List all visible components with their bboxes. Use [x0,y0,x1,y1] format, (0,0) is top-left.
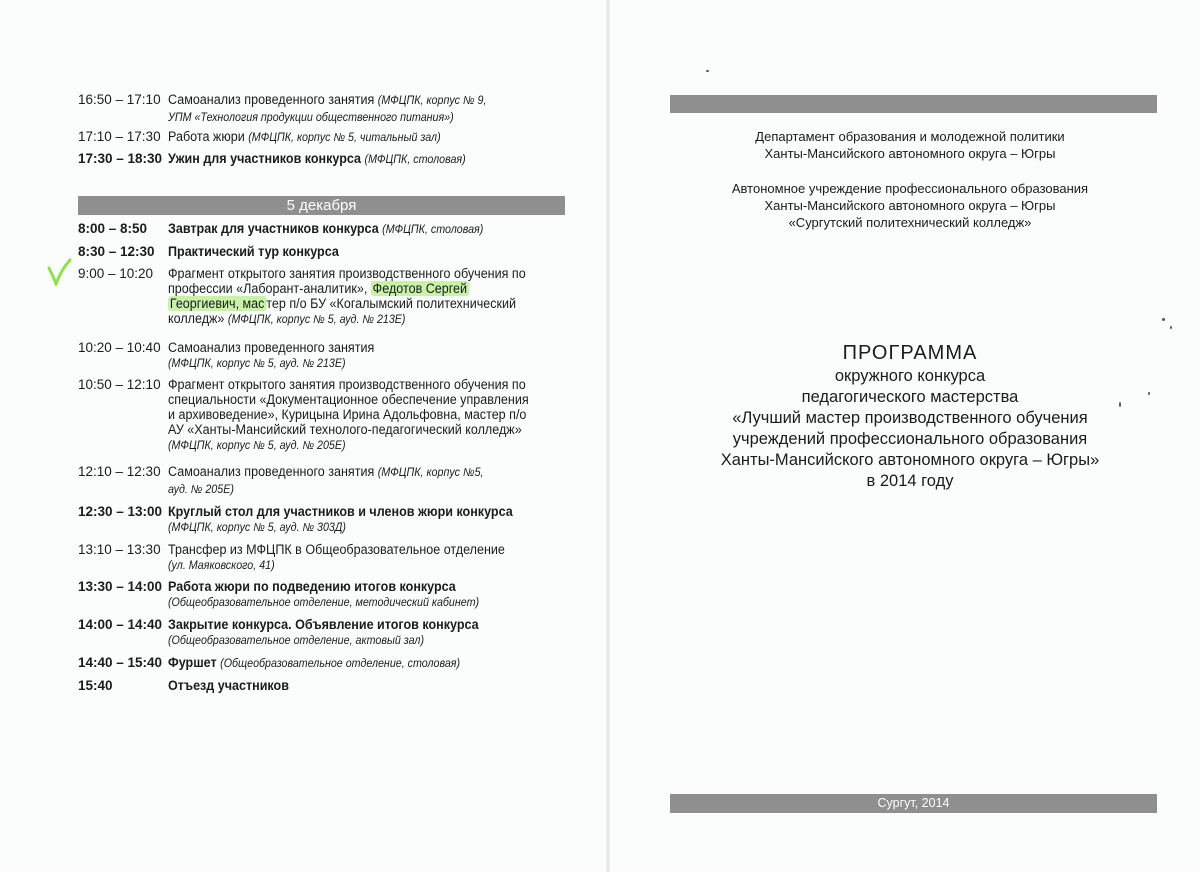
schedule-row [78,542,578,574]
scan-speck [1162,318,1165,321]
checkmark-icon [46,258,72,286]
scan-speck [706,70,709,72]
institution-block [650,180,1170,231]
schedule-row [78,92,578,126]
row-text: Самоанализ проведенного занятия [168,92,375,107]
row-text: Самоанализ проведенного занятия [168,340,375,355]
program-title: ПРОГРАММА [842,342,978,364]
scan-speck [1148,392,1150,395]
schedule-row [78,244,578,259]
row-time: 8:30 – 12:30 [78,244,155,259]
row-time: 13:10 – 13:30 [78,542,161,557]
row-time: 16:50 – 17:10 [78,92,161,107]
schedule-row [78,617,578,649]
row-text-line: и архивоведение», Курицына Ирина Адольфовна, мастер п/о [168,407,527,422]
schedule-row [78,464,578,498]
row-text: Трансфер из МФЦПК в Общеобразовательное отделение [168,542,505,557]
row-text: Практический тур конкурса [168,244,339,259]
schedule-row [78,340,578,372]
department-block [650,128,1170,162]
row-time: 12:30 – 13:00 [78,504,163,519]
row-note: (МФЦПК, корпус № 5, ауд. № 205Е) [168,440,346,452]
row-note: (МФЦПК, корпус № 5, ауд. № 213Е) [168,358,346,370]
schedule-row [78,655,578,672]
row-time: 12:10 – 12:30 [78,464,161,479]
row-text: Круглый стол для участников и членов жюри конкурса [168,504,513,519]
row-note: (МФЦПК, корпус № 5, читальный зал) [248,132,441,144]
row-note: (МФЦПК, корпус № 5, ауд. № 303Д) [168,522,346,534]
row-time: 15:40 [78,678,113,693]
row-time: 8:00 – 8:50 [78,221,148,236]
org-line: Автономное учреждение профессионального образования [731,181,1089,196]
row-text: Самоанализ проведенного занятия [168,464,375,479]
cover-page [610,0,1200,872]
schedule-row [78,151,578,168]
row-text: Закрытие конкурса. Объявление итогов конкурса [168,617,479,632]
row-text: Работа жюри по подведению итогов конкурса [168,579,456,594]
row-note-cont: ауд. № 205Е) [168,484,234,496]
row-time: 14:40 – 15:40 [78,655,163,670]
footer-bar: Сургут, 2014 [670,794,1157,813]
row-text: Работа жюри [168,129,245,144]
schedule-row [78,678,578,693]
scan-speck [1119,402,1121,407]
schedule-row [78,266,578,328]
row-time: 9:00 – 10:20 [78,266,154,281]
org-line: «Сургутский политехнический колледж» [788,215,1032,230]
org-line: Ханты-Мансийского автономного округа – Югры [764,146,1056,161]
row-text-line: профессии «Лаборант-аналитик», [168,281,368,296]
schedule-row [78,221,578,238]
row-note: (МФЦПК, корпус № 5, ауд. № 213Е) [227,314,406,326]
schedule-row [78,504,578,536]
row-text-line: специальности «Документационное обеспечение управления [168,392,529,407]
row-text-line: Фрагмент открытого занятия производственного обучения по [168,266,526,281]
row-text-line: колледж» [168,311,225,326]
title-line: «Лучший мастер производственного обучения [732,409,1088,427]
title-line: учреждений профессионального образования [732,430,1088,448]
highlighted-name: Георгиевич, мас [169,296,265,311]
row-time: 17:10 – 17:30 [78,129,161,144]
row-note-cont: УПМ «Технология продукции общественного питания») [168,112,454,124]
row-text: Фуршет [168,655,217,670]
row-note: (Общеобразовательное отделение, методический кабинет) [168,597,480,609]
schedule-row [78,579,578,611]
row-text-line: АУ «Ханты-Мансийский технолого-педагогический колледж» [168,422,522,437]
row-note: (МФЦПК, столовая) [364,154,466,166]
program-title-block [630,340,1190,492]
top-bar [670,95,1157,113]
highlighted-name: Федотов Сергей [372,281,468,296]
row-text-line: Фрагмент открытого занятия производственного обучения по [168,377,526,392]
row-text: Ужин для участников конкурса [168,151,362,166]
schedule-row [78,129,578,146]
row-note: (Общеобразовательное отделение, актовый зал) [168,635,425,647]
row-note: (ул. Маяковского, 41) [168,560,275,572]
row-note: (МФЦПК, корпус №5, [377,467,484,479]
org-line: Департамент образования и молодежной политики [755,129,1065,144]
row-note: (Общеобразовательное отделение, столовая) [220,658,461,670]
row-time: 10:20 – 10:40 [78,340,161,355]
scan-speck [1170,326,1172,329]
row-note: (МФЦПК, столовая) [382,224,484,236]
title-line: в 2014 году [866,472,954,490]
day-header-bar: 5 декабря [78,196,565,215]
row-text-line: тер п/о БУ «Когалымский политехнический [266,296,517,311]
org-line: Ханты-Мансийского автономного округа – Югры [764,198,1056,213]
title-line: педагогического мастерства [801,388,1019,406]
title-line: Ханты-Мансийского автономного округа – Югры» [720,451,1100,469]
row-note: (МФЦПК, корпус № 9, [377,95,487,107]
row-text: Отъезд участников [168,678,289,693]
row-time: 10:50 – 12:10 [78,377,161,392]
row-time: 14:00 – 14:40 [78,617,163,632]
row-time: 17:30 – 18:30 [78,151,163,166]
schedule-row [78,377,578,454]
row-time: 13:30 – 14:00 [78,579,163,594]
title-line: окружного конкурса [834,367,986,385]
row-text: Завтрак для участников конкурса [168,221,379,236]
